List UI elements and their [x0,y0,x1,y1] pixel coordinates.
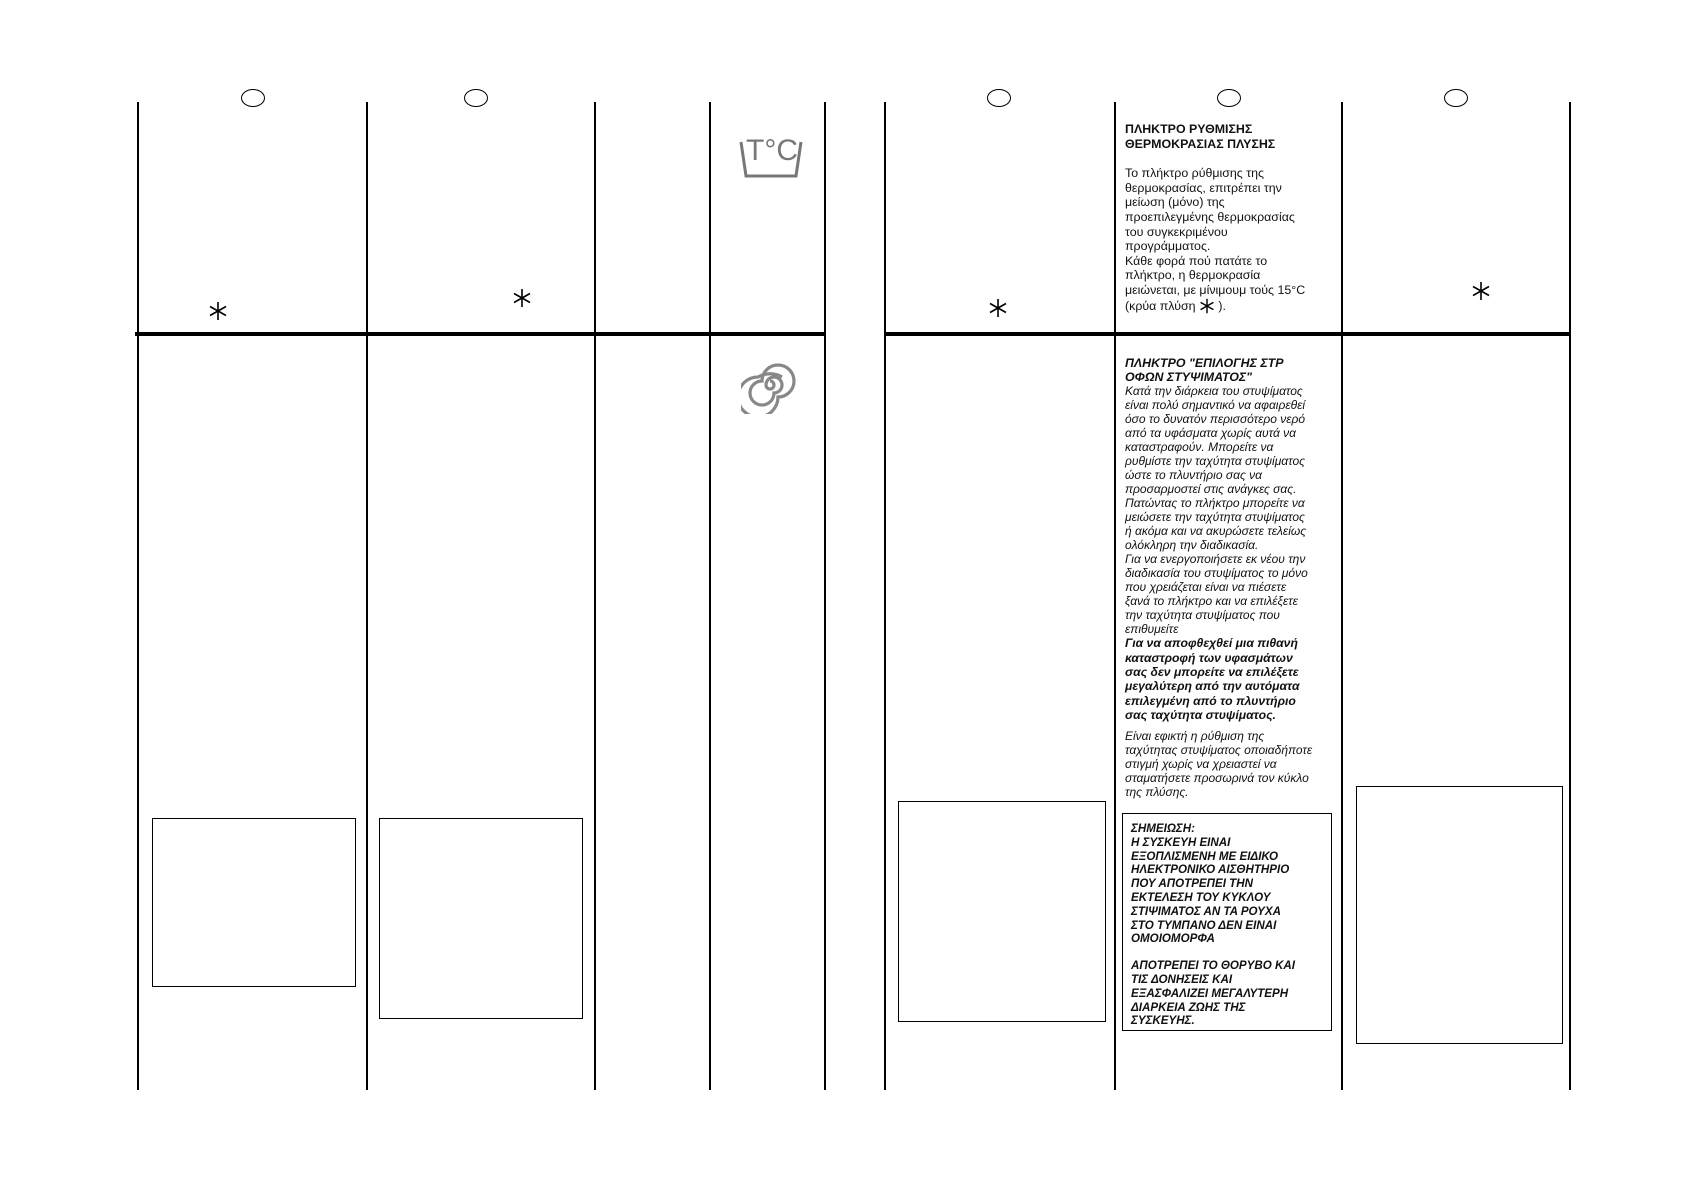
column-divider [1341,102,1343,1090]
note-line: ΤΙΣ ΔΟΝΗΣΕΙΣ ΚΑΙ [1131,972,1233,986]
spin-body-line: καταστραφούν. Μπορείτε να [1125,440,1274,455]
spin-body-line: επιθυμείτε [1125,622,1179,637]
spin-note-line: της πλύσης. [1125,784,1189,799]
spin-warning-line: επιλεγμένη από το πλυντήριο [1125,693,1296,708]
cold-wash-text: (κρύα πλύση [1125,298,1196,313]
temperature-body-line: θερμοκρασίας, επιτρέπει την [1125,180,1282,195]
note-line: ΗΛΕΚΤΡΟΝΙΚΟ ΑΙΣΘΗΤΗΡΙΟ [1131,863,1290,877]
note-line: ΣΗΜΕΙΩΣΗ: [1131,822,1195,835]
spin-body [1125,384,1340,636]
spin-body-line: διαδικασία του στυψίματος το μόνο [1125,566,1308,581]
temperature-body-line: Το πλήκτρο ρύθμισης της [1125,166,1264,181]
spin-warning-line: καταστροφή των υφασμάτων [1125,650,1293,665]
temperature-key-section [1125,122,1340,314]
spin-body-line: από τα υφάσματα χωρίς αυτά να [1125,426,1296,441]
column-divider [1114,102,1116,1090]
image-placeholder-frame [379,818,583,1019]
indicator-circle-icon [241,89,265,107]
snowflake-icon [208,301,228,321]
indicator-circle-icon [464,89,488,107]
snowflake-icon [1199,298,1215,314]
snowflake-icon [1471,281,1491,301]
section-divider [135,332,826,336]
temperature-body-line: προγράμματος. [1125,239,1211,254]
note-line: ΠΟΥ ΑΠΟΤΡΕΠΕΙ ΤΗΝ [1131,877,1253,891]
column-divider [1569,102,1571,1090]
note-line: ΣΥΣΚΕΥΗΣ. [1131,1014,1195,1028]
spin-body-line: την ταχύτητα στυψίματος που [1125,608,1280,623]
temperature-body-line: προεπιλεγμένης θερμοκρασίας [1125,209,1295,224]
note-line: ΟΜΟΙΟΜΟΡΦΑ [1131,932,1215,946]
spin-body-line: που χρειάζεται είναι να πιέσετε [1125,580,1287,595]
column-divider [824,102,826,1090]
note-line: ΕΞΑΣΦΑΛΙΖΕΙ ΜΕΓΑΛΥΤΕΡΗ [1131,986,1289,1000]
note-line: Η ΣΥΣΚΕΥΗ ΕΙΝΑΙ [1131,835,1231,849]
spin-body-line: προσαρμοστεί στις ανάγκες σας. [1125,482,1297,497]
spin-warning [1125,636,1340,722]
spin-body-line: ρυθμίστε την ταχύτητα στυψίματος [1125,454,1305,469]
note-line: ΣΤΟ ΤΥΜΠΑΝΟ ΔΕΝ ΕΙΝΑΙ [1131,918,1277,932]
column-divider [884,102,886,1090]
column-divider [709,102,711,1090]
wash-temperature-icon [738,128,804,180]
spin-spiral-icon [741,356,799,414]
temperature-body-line: πλήκτρο, η θερμοκρασία [1125,268,1261,283]
cold-wash-text-end: ). [1218,298,1226,313]
snowflake-icon [512,288,532,308]
spin-body-line: μειώσετε την ταχύτητα στυψίματος [1125,510,1305,525]
spin-body-line: Για να ενεργοποιήσετε εκ νέου την [1125,552,1306,567]
indicator-circle-icon [1217,89,1241,107]
image-placeholder-frame [1356,786,1563,1044]
spin-body-line: είναι πολύ σημαντικό να αφαιρεθεί [1125,398,1306,413]
note-text-a [1131,822,1323,946]
column-divider [594,102,596,1090]
spin-note [1125,729,1340,799]
spin-warning-line: Για να αποφθεχθεί μια πιθανή [1125,636,1298,651]
image-placeholder-frame [152,818,356,987]
temperature-body-line [1125,298,1340,314]
spin-heading-line: ΠΛΗΚΤΡΟ "ΕΠΙΛΟΓΗΣ ΣΤΡ [1125,356,1284,370]
spin-warning-line: σας δεν μπορείτε να επιλέξετε [1125,665,1299,679]
note-line: ΑΠΟΤΡΕΠΕΙ ΤΟ ΘΟΡΥΒΟ ΚΑΙ [1131,959,1295,973]
temperature-body-line: μειώνεται, με μίνιμουμ τούς 15°C [1125,282,1306,297]
spin-warning-line: μεγαλύτερη από την αυτόματα [1125,679,1300,694]
note-line: ΕΚΤΕΛΕΣΗ ΤΟΥ ΚΥΚΛΟΥ [1131,890,1271,904]
spin-body-line: ολόκληρη την διαδικασία. [1125,538,1259,553]
spin-heading-line: ΟΦΩΝ ΣΤΥΨΙΜΑΤΟΣ" [1125,369,1253,384]
spin-note-line: σταματήσετε προσωρινά τον κύκλο [1125,770,1309,785]
spin-body-line: Κατά την διάρκεια του στυψίματος [1125,384,1303,399]
indicator-circle-icon [1444,89,1468,107]
temperature-heading-line: ΘΕΡΜΟΚΡΑΣΙΑΣ ΠΛΥΣΗΣ [1125,136,1276,151]
spin-body-line: ή ακόμα και να ακυρώσετε τελείως [1125,524,1307,539]
image-placeholder-frame [898,801,1106,1022]
spin-body-line: όσο το δυνατόν περισσότερο νερό [1125,412,1306,427]
spin-warning-line: σας ταχύτητα στυψίματος. [1125,708,1276,723]
note-box [1122,813,1332,1031]
temperature-icon-label: T°C [746,134,798,167]
spin-body-line: ξανά το πλήκτρο και να επιλέξετε [1125,594,1298,609]
spin-key-section [1125,356,1340,799]
temperature-heading-line: ΠΛΗΚΤΡΟ ΡΥΘΜΙΣΗΣ [1125,122,1253,136]
note-text-b [1131,959,1323,1028]
spin-body-line: ώστε το πλυντήριο σας να [1125,468,1262,483]
note-line: ΕΞΟΠΛΙΣΜΕΝΗ ΜΕ ΕΙΔΙΚΟ [1131,849,1278,863]
note-line: ΔΙΑΡΚΕΙΑ ΖΩΗΣ ΤΗΣ [1131,1000,1246,1014]
temperature-body-line: του συγκεκριμένου [1125,224,1228,239]
spin-note-line: ταχύτητας στυψίματος οποιαδήποτε [1125,742,1313,757]
spin-note-line: Είναι εφικτή η ρύθμιση της [1125,728,1265,743]
section-divider [884,332,1571,336]
temperature-body-line: μείωση (μόνο) της [1125,195,1225,210]
temperature-body-line: Κάθε φορά πού πατάτε το [1125,253,1268,268]
snowflake-icon [988,298,1008,318]
spin-note-line: στιγμή χωρίς να χρειαστεί να [1125,756,1277,771]
note-line: ΣΤΙΨΙΜΑΤΟΣ ΑΝ ΤΑ ΡΟΥΧΑ [1131,904,1281,918]
column-divider [137,102,139,1090]
spin-body-line: Πατώντας το πλήκτρο μπορείτε να [1125,496,1305,511]
indicator-circle-icon [987,89,1011,107]
column-divider [366,102,368,1090]
